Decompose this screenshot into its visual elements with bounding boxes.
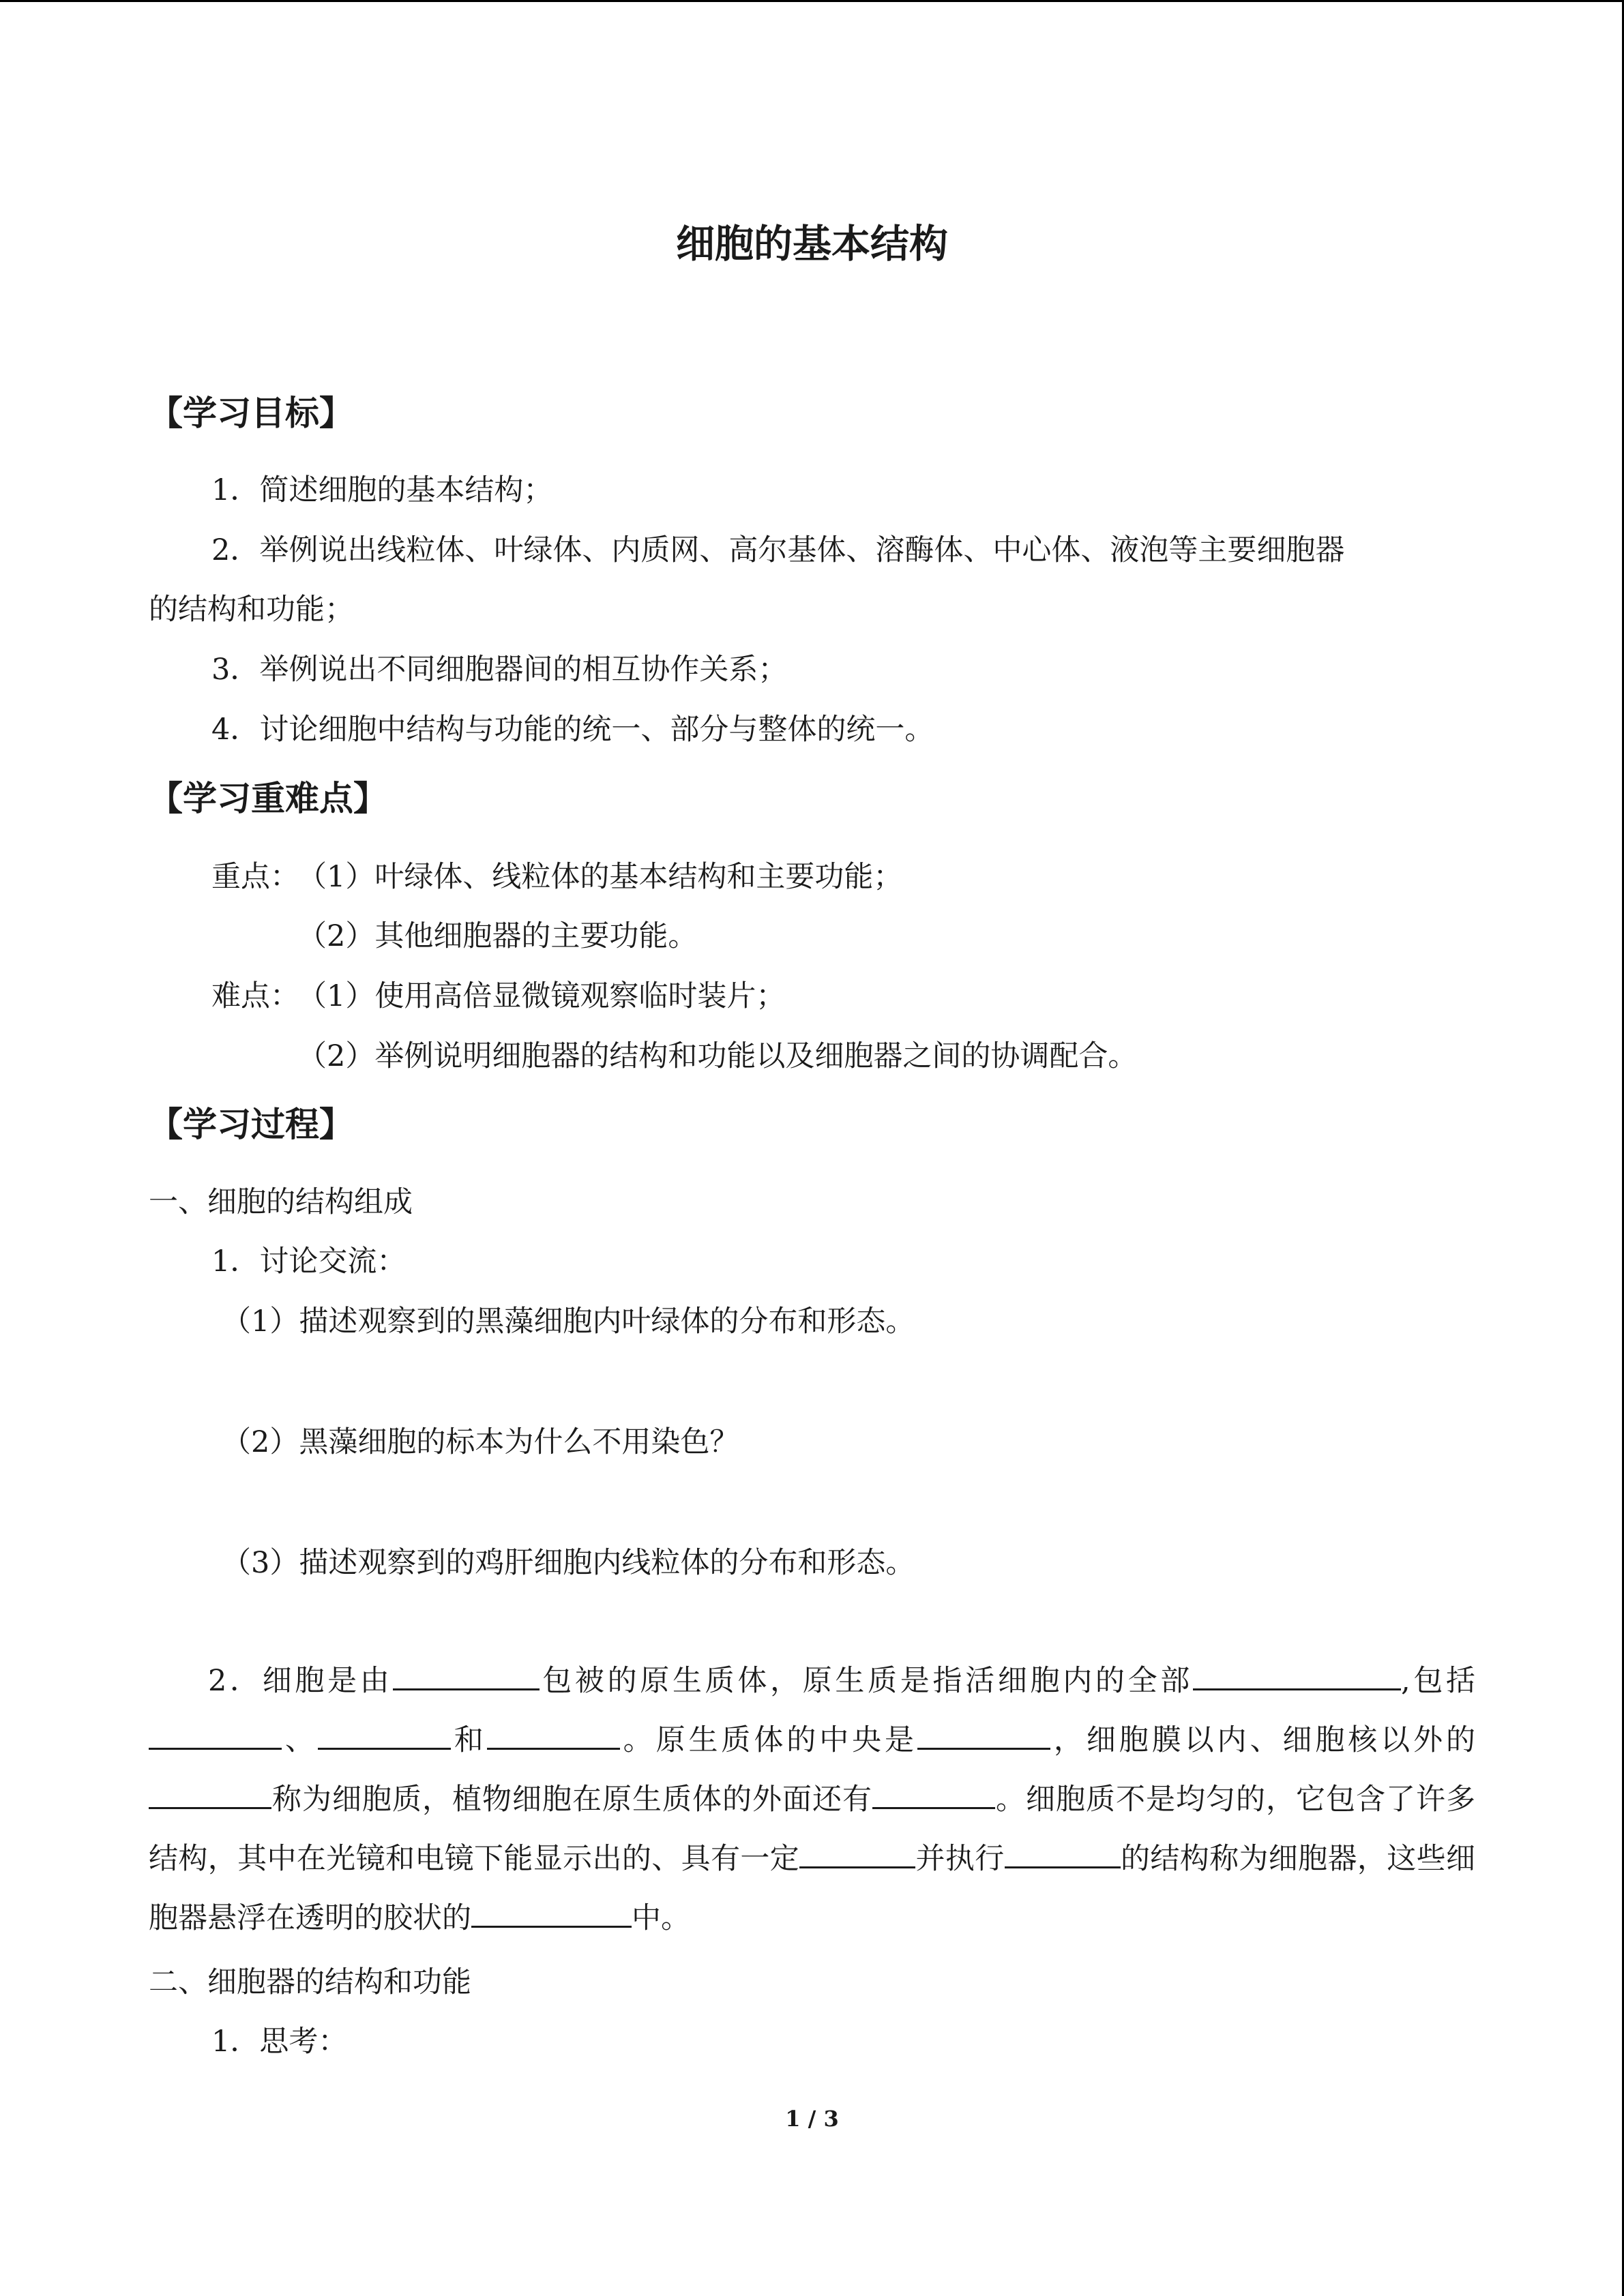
focus-item-1: （1）叶绿体、线粒体的基本结构和主要功能；: [297, 860, 903, 894]
focus-label: 重点：: [211, 860, 299, 894]
fill-text-9: 。细胞质不是均匀的，它包含了许多结构，其中在光镜和电镜下能显示出的、具有一定: [149, 1783, 1475, 1876]
objective-item-2-cont: 的结构和功能；: [149, 593, 354, 627]
process-heading: 【学习过程】: [149, 1105, 353, 1144]
blank-9[interactable]: [799, 1835, 915, 1868]
objective-item-3: 3．举例说出不同细胞器间的相互协作关系；: [211, 653, 788, 687]
fill-text-11: 的结构称为细胞器，这些细胞器悬浮在透明的胶状的: [149, 1842, 1476, 1935]
question-2: （2）黑藻细胞的标本为什么不用染色？: [222, 1425, 739, 1459]
fill-text-4: 、: [282, 1723, 318, 1757]
part2-title: 二、细胞器的结构和功能: [149, 1965, 471, 1999]
fill-text-7: ，细胞膜以内、细胞核以外的: [1050, 1723, 1476, 1757]
blank-10[interactable]: [1005, 1835, 1121, 1868]
blank-6[interactable]: [917, 1716, 1050, 1750]
question-3: （3）描述观察到的鸡肝细胞内线粒体的分布和形态。: [222, 1546, 915, 1580]
difficulty-item-1: （1）使用高倍显微镜观察临时装片；: [297, 979, 786, 1013]
fill-text-2: 包被的原生质体，原生质是指活细胞内的全部: [539, 1664, 1193, 1698]
focus-item-2: （2）其他细胞器的主要功能。: [297, 919, 698, 953]
fill-text-10: 并执行: [915, 1842, 1005, 1876]
fill-text-12: 中。: [632, 1901, 690, 1935]
objective-item-4: 4．讨论细胞中结构与功能的统一、部分与整体的统一。: [211, 713, 934, 747]
difficulty-label: 难点：: [211, 979, 299, 1013]
key-points-heading: 【学习重难点】: [149, 779, 387, 818]
blank-3[interactable]: [149, 1716, 282, 1750]
part1-title: 一、细胞的结构组成: [149, 1185, 413, 1219]
fill-text-1: 2．细胞是由: [208, 1664, 393, 1698]
fill-text-5: 和: [450, 1723, 487, 1757]
fill-text-3: ,包括: [1400, 1664, 1476, 1698]
blank-8[interactable]: [872, 1776, 995, 1809]
objective-item-2: 2．举例说出线粒体、叶绿体、内质网、高尔基体、溶酶体、中心体、液泡等主要细胞器: [211, 533, 1345, 567]
blank-4[interactable]: [318, 1716, 451, 1750]
document-title: 细胞的基本结构: [676, 222, 948, 267]
objectives-heading: 【学习目标】: [149, 393, 353, 433]
blank-2[interactable]: [1193, 1657, 1401, 1690]
blank-5[interactable]: [487, 1716, 620, 1750]
fill-text-8: 称为细胞质，植物细胞在原生质体的外面还有: [271, 1783, 872, 1817]
blank-11[interactable]: [471, 1894, 632, 1928]
discussion-label: 1．讨论交流：: [211, 1244, 407, 1279]
question-1: （1）描述观察到的黑藻细胞内叶绿体的分布和形态。: [222, 1304, 915, 1339]
fill-text-6: 。原生质体的中央是: [619, 1723, 917, 1757]
page-border-top: [0, 0, 1624, 2]
fill-in-paragraph: [149, 1652, 1475, 1948]
objective-item-1: 1．简述细胞的基本结构；: [211, 473, 553, 507]
difficulty-item-2: （2）举例说明细胞器的结构和功能以及细胞器之间的协调配合。: [297, 1039, 1138, 1073]
page-number: 1 / 3: [785, 2106, 839, 2132]
think-label: 1．思考：: [211, 2025, 348, 2059]
blank-1[interactable]: [393, 1657, 540, 1690]
blank-7[interactable]: [149, 1776, 271, 1809]
